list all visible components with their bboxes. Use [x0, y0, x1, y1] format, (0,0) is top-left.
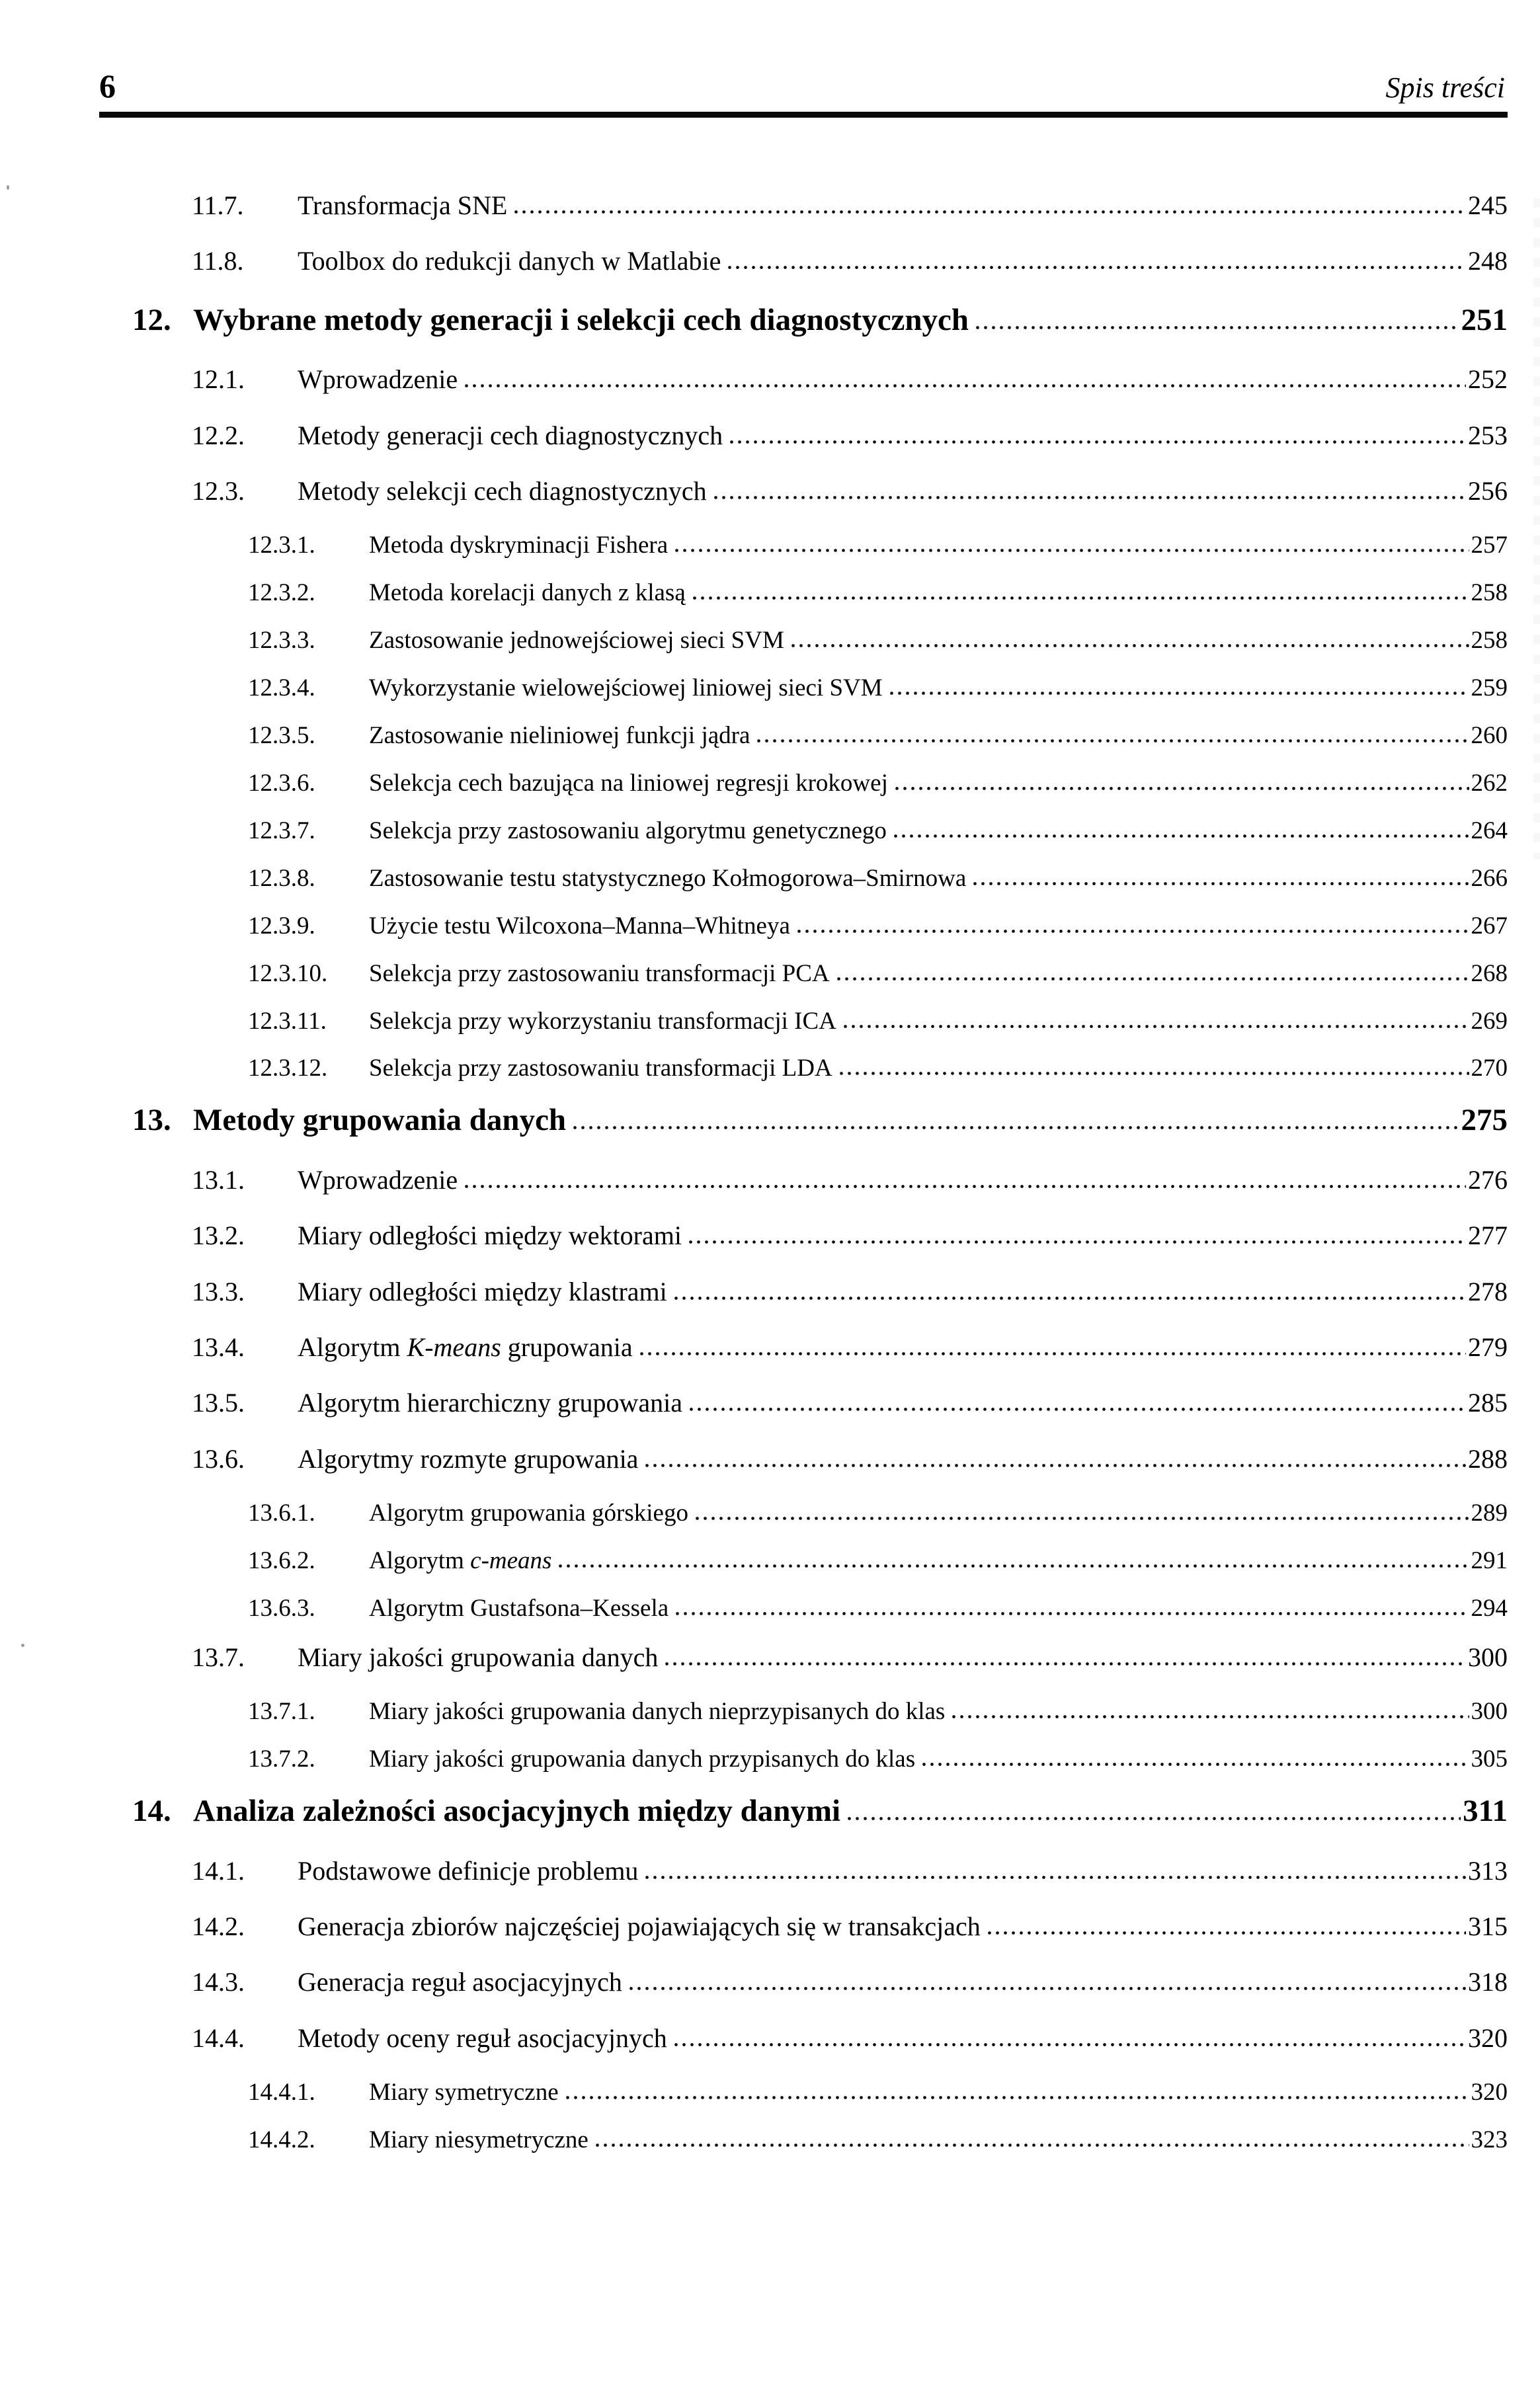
entry-page: 260	[1471, 722, 1508, 750]
title-segment: Transformacja SNE	[298, 190, 508, 220]
title-segment: Selekcja przy zastosowaniu transformacji LDA	[369, 1055, 832, 1082]
toc-entry	[99, 770, 1508, 798]
dot-leader	[695, 1515, 1469, 1521]
entry-number: 13.7.1.	[248, 1698, 315, 1726]
toc-entry	[99, 1388, 1508, 1418]
entry-number: 12.3.6.	[248, 770, 315, 797]
entry-number: 13.6.	[192, 1443, 245, 1474]
entry-title	[298, 2023, 667, 2054]
entry-title	[369, 1698, 945, 1726]
title-segment: K-means	[407, 1332, 501, 1363]
entry-title	[369, 627, 784, 655]
entry-number: 12.3.5.	[248, 722, 315, 750]
entry-title	[193, 302, 969, 339]
title-segment: Miary jakości grupowania danych przypisanych do klas	[369, 1745, 916, 1773]
entry-number: 13.2.	[192, 1221, 245, 1251]
entry-number: 12.3.7.	[248, 817, 315, 844]
entry-number: 13.7.	[192, 1642, 245, 1672]
entry-title	[369, 1008, 836, 1036]
entry-number: 14.1.	[192, 1855, 245, 1886]
title-segment: Wykorzystanie wielowejściowej liniowej sieci SVM	[369, 674, 883, 702]
entry-number: 12.3.10.	[248, 959, 328, 987]
title-segment: Podstawowe definicje problemu	[298, 1855, 639, 1886]
entry-number: 14.3.	[192, 1967, 245, 1997]
title-segment: Metody selekcji cech diagnostycznych	[298, 476, 707, 506]
entry-page: 275	[1461, 1103, 1508, 1138]
toc-entry	[99, 2079, 1508, 2107]
toc-entry	[99, 302, 1508, 339]
dot-leader	[889, 690, 1469, 696]
toc-entry	[99, 1500, 1508, 1528]
toc-entry	[99, 1911, 1508, 1942]
entry-number: 13.6.2.	[248, 1547, 315, 1575]
title-segment: Miary jakości grupowania danych	[298, 1642, 659, 1672]
title-segment: Wprowadzenie	[298, 364, 458, 395]
dot-leader	[645, 1874, 1466, 1880]
toc-entry	[99, 2023, 1508, 2054]
entry-page: 294	[1471, 1595, 1508, 1623]
entry-title	[369, 1595, 669, 1623]
title-segment: Metoda dyskryminacji Fishera	[369, 532, 669, 559]
title-segment: Miary jakości grupowania danych nieprzypisanych do klas	[369, 1698, 946, 1726]
toc-entry	[99, 1221, 1508, 1251]
entry-title	[298, 1642, 658, 1673]
entry-page: 268	[1471, 959, 1508, 987]
toc-entry	[99, 912, 1508, 941]
toc-entry	[99, 1547, 1508, 1576]
toc-list	[99, 190, 1508, 2155]
entry-number: 13.1.	[192, 1164, 245, 1195]
entry-number: 14.4.2.	[248, 2126, 315, 2154]
toc-entry	[99, 1055, 1508, 1083]
title-segment: Metody oceny reguł asocjacyjnych	[298, 2023, 667, 2053]
toc-entry	[99, 579, 1508, 608]
entry-number: 14.2.	[192, 1911, 245, 1942]
entry-number: 12.3.	[192, 476, 245, 506]
entry-number: 13.7.2.	[248, 1745, 315, 1773]
dot-leader	[674, 547, 1469, 553]
entry-title	[369, 674, 883, 703]
title-segment: Miary symetryczne	[369, 2079, 559, 2106]
dot-leader	[797, 928, 1469, 934]
entry-page: 252	[1468, 364, 1508, 395]
entry-page: 270	[1471, 1055, 1508, 1082]
entry-page: 320	[1468, 2023, 1508, 2053]
title-segment: Zastosowanie testu statystycznego Kołmogorowa–Smirnowa	[369, 864, 967, 892]
entry-number: 14.4.1.	[248, 2079, 315, 2106]
entry-title	[298, 476, 707, 506]
toc-entry	[99, 1277, 1508, 1307]
entry-title	[369, 2126, 588, 2155]
toc-entry	[99, 674, 1508, 703]
toc-entry	[99, 722, 1508, 750]
entry-number: 13.	[132, 1103, 171, 1138]
entry-number: 12.2.	[192, 420, 245, 450]
scan-speck	[21, 1644, 24, 1647]
toc-entry	[99, 364, 1508, 395]
entry-page: 257	[1471, 532, 1508, 559]
toc-entry	[99, 865, 1508, 893]
entry-title	[193, 1102, 566, 1139]
entry-number: 13.6.1.	[248, 1500, 315, 1527]
entry-page: 315	[1468, 1911, 1508, 1942]
title-segment: Miary odległości między wektorami	[298, 1221, 682, 1251]
dot-leader	[843, 1023, 1469, 1029]
title-segment: Analiza zależności asocjacyjnych między danymi	[193, 1794, 841, 1829]
dot-leader	[689, 1406, 1466, 1412]
title-segment: Selekcja cech bazująca na liniowej regresji krokowej	[369, 770, 888, 797]
toc-entry	[99, 1595, 1508, 1623]
dot-leader	[645, 1463, 1466, 1468]
entry-page: 277	[1468, 1221, 1508, 1251]
dot-leader	[713, 495, 1466, 500]
entry-number: 12.	[132, 302, 171, 337]
entry-number: 13.5.	[192, 1388, 245, 1418]
title-segment: Wprowadzenie	[298, 1164, 458, 1195]
entry-number: 13.3.	[192, 1276, 245, 1306]
entry-page: 318	[1468, 1967, 1508, 1997]
entry-title	[369, 2079, 559, 2107]
toc-entry	[99, 246, 1508, 276]
entry-number: 11.7.	[192, 190, 244, 220]
entry-title	[298, 421, 723, 451]
entry-number: 12.3.12.	[248, 1055, 328, 1082]
dot-leader	[514, 209, 1466, 214]
entry-number: 12.1.	[192, 364, 245, 395]
entry-page: 320	[1471, 2079, 1508, 2106]
dot-leader	[973, 881, 1469, 886]
entry-number: 12.3.3.	[248, 627, 315, 655]
entry-page: 276	[1468, 1164, 1508, 1195]
dot-leader	[847, 1816, 1461, 1821]
dot-leader	[629, 1985, 1466, 1991]
entry-title	[369, 1055, 832, 1083]
entry-page: 259	[1471, 674, 1508, 702]
dot-leader	[464, 1183, 1466, 1189]
title-segment: Selekcja przy zastosowaniu transformacji PCA	[369, 959, 830, 987]
entry-title	[369, 1547, 551, 1576]
entry-page: 288	[1468, 1443, 1508, 1474]
entry-title	[369, 960, 830, 988]
entry-title	[298, 364, 458, 395]
entry-title	[298, 190, 507, 221]
dot-leader	[952, 1714, 1469, 1719]
dot-leader	[791, 643, 1469, 648]
title-segment: Zastosowanie nieliniowej funkcji jądra	[369, 722, 750, 750]
title-segment: Algorytm	[298, 1332, 407, 1363]
title-segment: Miary odległości między klastrami	[298, 1276, 667, 1306]
entry-page: 285	[1468, 1388, 1508, 1418]
title-segment: Miary niesymetryczne	[369, 2126, 588, 2154]
toc-entry	[99, 476, 1508, 506]
entry-title	[298, 1911, 981, 1942]
entry-title	[369, 579, 686, 608]
entry-number: 12.3.1.	[248, 532, 315, 559]
entry-title	[369, 865, 966, 893]
entry-page: 279	[1468, 1332, 1508, 1363]
dot-leader	[464, 383, 1466, 388]
toc-entry	[99, 1698, 1508, 1726]
title-segment: Metoda korelacji danych z klasą	[369, 579, 686, 607]
entry-page: 267	[1471, 912, 1508, 940]
title-segment: grupowania	[501, 1332, 633, 1363]
dot-leader	[665, 1661, 1466, 1666]
dot-leader	[975, 325, 1459, 330]
entry-title	[298, 1967, 622, 1997]
toc-entry	[99, 1856, 1508, 1886]
entry-title	[298, 1165, 458, 1195]
entry-page: 300	[1471, 1698, 1508, 1726]
entry-title	[193, 1793, 840, 1829]
entry-title	[298, 1444, 638, 1474]
entry-page: 253	[1468, 420, 1508, 450]
toc-entry	[99, 627, 1508, 655]
dot-leader	[565, 2095, 1469, 2100]
page-header	[99, 69, 1508, 118]
dot-leader	[729, 439, 1466, 444]
dot-leader	[595, 2142, 1469, 2147]
title-segment: c-means	[470, 1547, 552, 1575]
title-segment: Generacja zbiorów najczęściej pojawiających się w transakcjach	[298, 1911, 981, 1942]
entry-page: 258	[1471, 579, 1508, 607]
entry-number: 12.3.4.	[248, 674, 315, 702]
scan-edge-noise	[1533, 198, 1540, 860]
dot-leader	[692, 595, 1469, 600]
entry-title	[298, 1388, 682, 1418]
entry-title	[298, 1221, 682, 1251]
entry-title	[298, 1277, 667, 1307]
dot-leader	[895, 785, 1469, 791]
title-segment: Toolbox do redukcji danych w Matlabie	[298, 246, 721, 276]
title-segment: Metody generacji cech diagnostycznych	[298, 420, 723, 450]
dot-leader	[839, 1070, 1469, 1076]
entry-title	[298, 1856, 638, 1886]
entry-title	[369, 532, 668, 560]
toc-entry	[99, 817, 1508, 846]
entry-number: 12.3.11.	[248, 1007, 327, 1035]
title-segment: Generacja reguł asocjacyjnych	[298, 1967, 622, 1997]
dot-leader	[675, 1611, 1469, 1616]
title-segment: Wybrane metody generacji i selekcji cech diagnostycznych	[193, 302, 969, 337]
toc-entry	[99, 421, 1508, 451]
entry-number: 12.3.8.	[248, 864, 315, 892]
title-segment: Zastosowanie jednowejściowej sieci SVM	[369, 627, 784, 655]
dot-leader	[922, 1761, 1469, 1767]
entry-title	[369, 1745, 915, 1774]
entry-page: 269	[1471, 1007, 1508, 1035]
entry-page: 311	[1463, 1794, 1508, 1829]
toc-entry	[99, 1165, 1508, 1195]
entry-title	[298, 246, 721, 276]
toc-entry	[99, 960, 1508, 988]
dot-leader	[987, 1930, 1466, 1935]
toc-entry	[99, 1642, 1508, 1673]
toc-entry	[99, 1967, 1508, 1997]
entry-number: 14.4.	[192, 2023, 245, 2053]
dot-leader	[573, 1125, 1459, 1130]
entry-page: 323	[1471, 2126, 1508, 2154]
entry-page: 266	[1471, 864, 1508, 892]
dot-leader	[727, 264, 1466, 270]
dot-leader	[674, 2042, 1466, 2047]
running-title: Spis treści	[1385, 71, 1505, 104]
dot-leader	[836, 976, 1469, 981]
toc-entry	[99, 1008, 1508, 1036]
title-segment: Algorytm grupowania górskiego	[369, 1500, 688, 1527]
entry-page: 248	[1468, 246, 1508, 276]
entry-number: 12.3.2.	[248, 579, 315, 607]
entry-number: 13.6.3.	[248, 1595, 315, 1623]
title-segment: Algorytm Gustafsona–Kessela	[369, 1595, 669, 1623]
entry-title	[298, 1332, 633, 1363]
entry-number: 12.3.9.	[248, 912, 315, 940]
toc-entry	[99, 1332, 1508, 1363]
title-segment: Selekcja przy wykorzystaniu transformacji ICA	[369, 1007, 836, 1035]
toc-entry	[99, 1444, 1508, 1474]
entry-title	[369, 722, 750, 750]
entry-page: 251	[1461, 302, 1508, 337]
title-segment: Selekcja przy zastosowaniu algorytmu genetycznego	[369, 817, 887, 844]
entry-number: 11.8.	[192, 246, 244, 276]
dot-leader	[639, 1351, 1466, 1356]
entry-title	[369, 770, 888, 798]
entry-page: 258	[1471, 627, 1508, 655]
entry-page: 278	[1468, 1276, 1508, 1306]
entry-page: 256	[1468, 476, 1508, 506]
entry-title	[369, 1500, 688, 1528]
dot-leader	[558, 1563, 1469, 1568]
entry-page: 305	[1471, 1745, 1508, 1773]
toc-entry	[99, 532, 1508, 560]
title-segment: Algorytm hierarchiczny grupowania	[298, 1388, 683, 1418]
entry-page: 313	[1468, 1855, 1508, 1886]
title-segment: Algorytmy rozmyte grupowania	[298, 1443, 639, 1474]
entry-title	[369, 912, 790, 941]
title-segment: Metody grupowania danych	[193, 1103, 567, 1138]
entry-number: 13.4.	[192, 1332, 245, 1363]
toc-entry	[99, 1102, 1508, 1139]
entry-number: 14.	[132, 1794, 171, 1829]
scan-speck	[7, 185, 9, 190]
toc-entry	[99, 1745, 1508, 1774]
entry-page: 289	[1471, 1500, 1508, 1527]
toc-entry	[99, 1793, 1508, 1829]
entry-page: 291	[1471, 1547, 1508, 1575]
entry-title	[369, 817, 887, 846]
toc-entry	[99, 2126, 1508, 2155]
entry-page: 245	[1468, 190, 1508, 220]
title-segment: Użycie testu Wilcoxona–Manna–Whitneya	[369, 912, 790, 940]
entry-page: 262	[1471, 770, 1508, 797]
page-number: 6	[99, 67, 116, 104]
dot-leader	[688, 1239, 1466, 1244]
entry-page: 300	[1468, 1642, 1508, 1672]
toc-entry	[99, 190, 1508, 221]
title-segment: Algorytm	[369, 1547, 471, 1575]
entry-page: 264	[1471, 817, 1508, 844]
dot-leader	[756, 738, 1469, 743]
dot-leader	[893, 833, 1469, 838]
dot-leader	[674, 1295, 1466, 1301]
